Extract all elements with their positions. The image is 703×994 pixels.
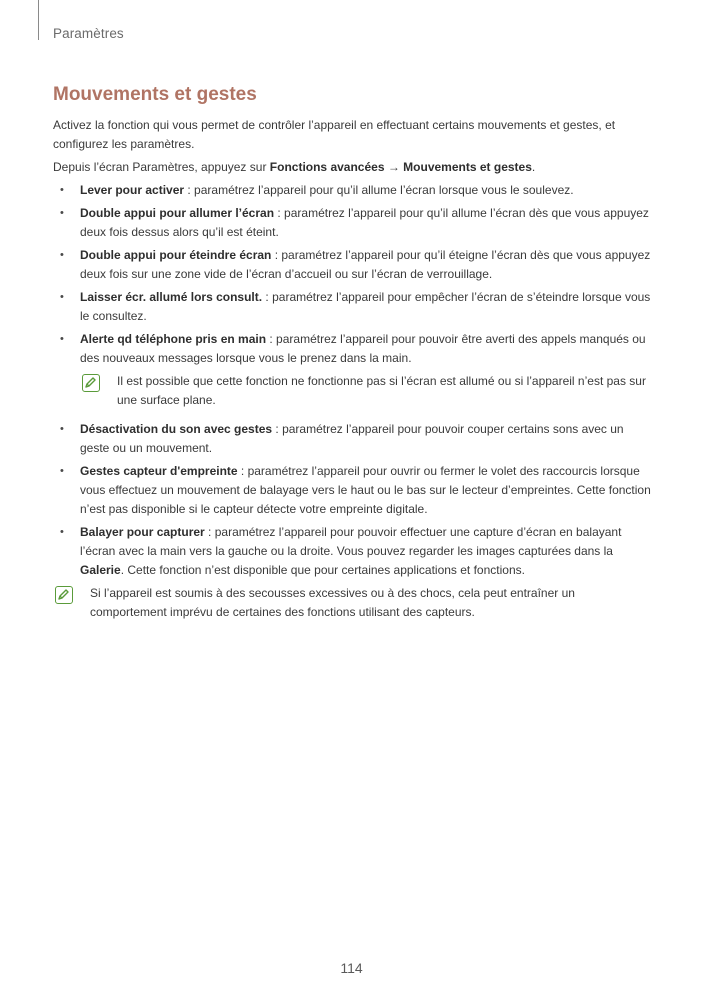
note-text: Il est possible que cette fonction ne fonctionne pas si l’écran est allumé ou si l’appareil n’est pas sur une surface plane. [117,374,646,407]
intro-paragraph: Activez la fonction qui vous permet de contrôler l’appareil en effectuant certains mouvements et gestes, et configurez les paramètres. [53,118,616,151]
pencil-glyph [84,376,97,389]
menu-path-advanced-features: Fonctions avancées [269,160,385,174]
note-flat-surface [80,372,653,410]
feature-description: : paramétrez l’appareil pour ouvrir ou fermer le volet des raccourcis lorsque vous effectuez un mouvement de balayage vers le haut ou le bas sur le lecteur d’empreintes. Cette fonction n’est pas disponible si le capteur détecte votre empreinte digitale. [80,464,651,516]
header-divider [38,0,39,40]
feature-list-continued [53,420,653,580]
section-header: Paramètres [53,26,124,41]
list-item-double-tap-off [53,246,653,284]
note-sensor-shocks [53,584,653,622]
feature-term: Double appui pour éteindre écran [80,248,272,262]
feature-term: Lever pour activer [80,183,185,197]
list-item-mute-gestures [53,420,653,458]
list-item-finger-sensor-gestures [53,462,653,519]
feature-description-end: . Cette fonction n’est disponible que pour certaines applications et fonctions. [120,563,525,577]
bullet-icon: • [60,465,64,477]
feature-term: Balayer pour capturer [80,525,205,539]
bullet-icon: • [60,333,64,345]
bullet-icon: • [60,207,64,219]
note-pencil-icon [82,374,100,392]
main-content [53,116,653,632]
bullet-icon: • [60,526,64,538]
feature-description: : paramétrez l’appareil pour pouvoir être averti des appels manqués ou des nouveaux messages lorsque vous le prenez dans la main. [80,332,646,365]
note-pencil-icon [55,586,73,604]
feature-term: Alerte qd téléphone pris en main [80,332,267,346]
list-item-smart-stay [53,288,653,326]
feature-term: Gestes capteur d'empreinte [80,464,238,478]
bullet-icon: • [60,423,64,435]
feature-list [53,181,653,368]
feature-term: Laisser écr. allumé lors consult. [80,290,263,304]
list-item-palm-swipe-capture [53,523,653,580]
path-arrow: → [384,160,404,174]
feature-description: : paramétrez l’appareil pour qu’il allume l’écran dès que vous appuyez deux fois dessus alors qu’il est éteint. [80,206,649,239]
gallery-term: Galerie [80,563,121,577]
list-item-smart-alert [53,330,653,368]
list-item-double-tap-on [53,204,653,242]
feature-term: Désactivation du son avec gestes [80,422,273,436]
feature-description: : paramétrez l’appareil pour pouvoir couper certains sons avec un geste ou un mouvement. [80,422,624,455]
feature-description: : paramétrez l’appareil pour qu’il éteigne l’écran dès que vous appuyez deux fois sur une zone vide de l’écran d’accueil ou sur l’écran de verrouillage. [80,248,651,281]
feature-description: : paramétrez l’appareil pour qu’il allume l’écran lorsque vous le soulevez. [184,183,574,197]
pencil-glyph [57,588,70,601]
bullet-icon: • [60,291,64,303]
navigation-instruction [53,158,653,177]
feature-term: Double appui pour allumer l’écran [80,206,275,220]
feature-description: : paramétrez l’appareil pour pouvoir effectuer une capture d’écran en balayant l’écran avec la main vers la gauche ou la droite. Vous pouvez regarder les images capturées dans la [80,525,622,558]
list-item-lift-to-wake [53,181,653,200]
feature-description: : paramétrez l’appareil pour empêcher l’écran de s’éteindre lorsque vous le consultez. [80,290,651,323]
menu-path-motions-gestures: Mouvements et gestes [403,160,532,174]
instruction-suffix: . [531,160,536,174]
note-text: Si l’appareil est soumis à des secousses excessives ou à des chocs, cela peut entraîner un comportement imprévu de certaines des fonctions utilisant des capteurs. [90,586,575,619]
page-title: Mouvements et gestes [53,84,257,105]
instruction-prefix: Depuis l’écran Paramètres, appuyez sur [53,160,270,174]
page-number: 114 [340,960,363,976]
bullet-icon: • [60,184,64,196]
bullet-icon: • [60,249,64,261]
